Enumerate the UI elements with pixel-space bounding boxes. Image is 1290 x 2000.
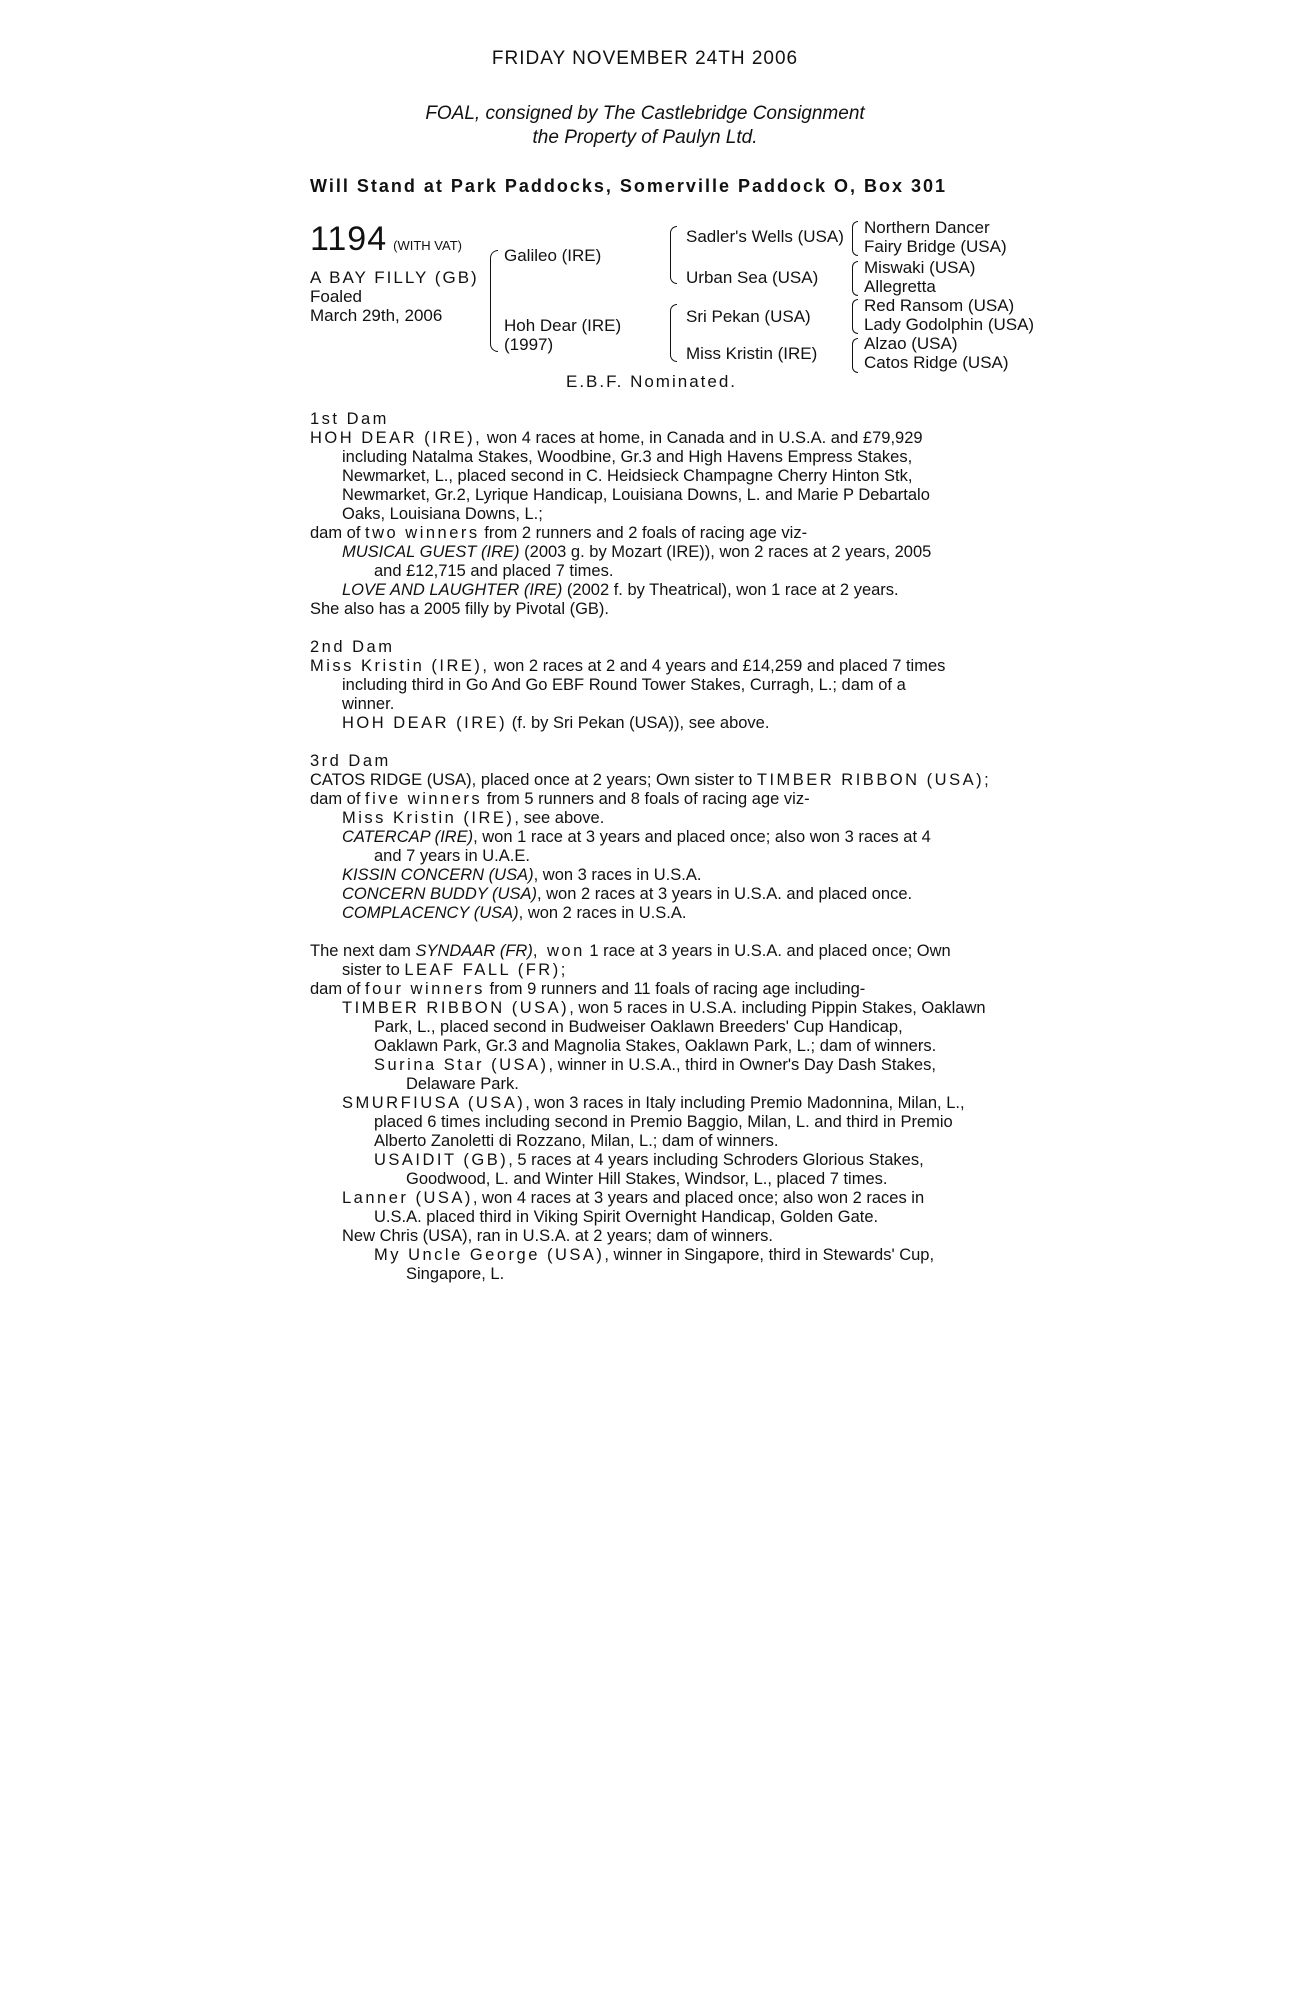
runners-foals: from 2 runners and 2 foals of racing age viz- — [479, 524, 808, 542]
produce-text: , see above. — [514, 809, 605, 827]
produce-1 — [310, 543, 1030, 562]
surina-star-line2: Delaware Park. — [406, 1075, 519, 1093]
punct: ; — [560, 961, 566, 979]
runners-foals: from 5 runners and 8 foals of racing age viz- — [482, 790, 810, 808]
produce-text: (2003 g. by Mozart (IRE)), won 2 races at 2 years, 2005 — [519, 543, 932, 561]
third-produce-4 — [310, 885, 1030, 904]
smurfiusa-line2: placed 6 times including second in Premio Baggio, Milan, L. and third in Premio — [374, 1113, 953, 1131]
pedigree-dam: Hoh Dear (IRE) — [504, 316, 622, 335]
produce-text: , won 2 races in U.S.A. — [518, 904, 687, 922]
runners-foals: from 9 runners and 11 foals of racing age including- — [484, 980, 866, 998]
pedigree-sds: Miswaki (USA) — [864, 258, 976, 277]
third-dam-text: CATOS RIDGE (USA), placed once at 2 years; Own sister to — [310, 771, 757, 789]
punct: ; — [984, 771, 989, 789]
pedigree-dam-sire: Sri Pekan (USA) — [686, 307, 811, 326]
smurfiusa-line3: Alberto Zanoletti di Rozzano, Milan, L.; dam of winners. — [374, 1132, 779, 1150]
pedigree-dds: Alzao (USA) — [864, 334, 958, 353]
produce-text: , won 2 races at 3 years in U.S.A. and placed once. — [536, 885, 913, 903]
produce-name: SMURFIUSA (USA) — [342, 1094, 526, 1112]
produce-name: My Uncle George (USA) — [374, 1246, 605, 1264]
second-dam-line1 — [310, 657, 1030, 676]
pedigree-sss: Northern Dancer — [864, 218, 990, 237]
surina-star-line1 — [310, 1056, 1030, 1075]
dam-parents-brace — [670, 304, 677, 362]
winners-count: four winners — [365, 980, 485, 998]
first-dam-line1 — [310, 429, 1030, 448]
lot-number: 1194 — [310, 220, 388, 258]
won-word: , won — [532, 942, 585, 960]
pedigree-ssd: Fairy Bridge (USA) — [864, 237, 1007, 256]
timber-ribbon-line1 — [310, 999, 1030, 1018]
my-uncle-george-line2: Singapore, L. — [406, 1265, 505, 1283]
third-produce-3 — [310, 866, 1030, 885]
produce-text: , won 1 race at 3 years and placed once; also won 3 races at 4 — [473, 828, 931, 846]
second-dam-line2: including third in Go And Go EBF Round Tower Stakes, Curragh, L.; dam of a — [342, 676, 906, 694]
lanner-line1 — [310, 1189, 1030, 1208]
next-dam-produce-summary — [310, 980, 1030, 999]
second-dam-line3: winner. — [342, 695, 395, 713]
produce-text: , winner in Singapore, third in Stewards' Cup, — [604, 1246, 935, 1264]
produce-2 — [310, 581, 1030, 600]
next-dam-line1 — [310, 942, 1030, 961]
consignor-line: FOAL, consigned by The Castlebridge Consignment — [425, 103, 865, 124]
produce-text: , 5 races at 4 years including Schroders Glorious Stakes, — [508, 1151, 924, 1169]
pedigree-sire: Galileo (IRE) — [504, 246, 602, 265]
produce-name: Miss Kristin (IRE) — [342, 809, 515, 827]
first-dam-text: won 4 races at home, in Canada and in U.S.A. and £79,929 — [482, 429, 923, 447]
new-chris-line: New Chris (USA), ran in U.S.A. at 2 years; dam of winners. — [342, 1227, 773, 1245]
usaidit-line2: Goodwood, L. and Winter Hill Stakes, Windsor, L., placed 7 times. — [406, 1170, 888, 1188]
pedigree-dss: Red Ransom (USA) — [864, 296, 1015, 315]
dam-of-label: dam of — [310, 790, 366, 808]
dam-of-label: dam of — [310, 524, 366, 542]
next-dam-label: The next dam — [310, 942, 416, 960]
produce-text: , won 5 races in U.S.A. including Pippin Stakes, Oaklawn — [569, 999, 986, 1017]
pedigree-ddd: Catos Ridge (USA) — [864, 353, 1009, 372]
stabling-location: Will Stand at Park Paddocks, Somerville Paddock O, Box 301 — [310, 176, 948, 196]
gen3-brace-3 — [852, 299, 858, 334]
sister-name: LEAF FALL (FR) — [404, 961, 561, 979]
third-dam-line1 — [310, 771, 1030, 790]
pedigree-sire-dam: Urban Sea (USA) — [686, 268, 819, 287]
lanner-line2: U.S.A. placed third in Viking Spirit Overnight Handicap, Golden Gate. — [374, 1208, 879, 1226]
next-dam-name: SYNDAAR (FR) — [415, 942, 533, 960]
pedigree-sire-sire: Sadler's Wells (USA) — [686, 227, 844, 246]
sire-parents-brace — [670, 226, 677, 284]
produce-text: , won 3 races in U.S.A. — [533, 866, 702, 884]
owner-line: the Property of Paulyn Ltd. — [532, 127, 758, 148]
first-dam-line4: Newmarket, Gr.2, Lyrique Handicap, Louisiana Downs, L. and Marie P Debartalo — [342, 486, 930, 504]
produce-name: TIMBER RIBBON (USA) — [342, 999, 570, 1017]
produce-name: MUSICAL GUEST (IRE) — [342, 543, 520, 561]
third-produce-2-cont: and 7 years in U.A.E. — [374, 847, 530, 865]
produce-name: KISSIN CONCERN (USA) — [342, 866, 534, 884]
third-dam-produce-summary — [310, 790, 1030, 809]
my-uncle-george-line1 — [310, 1246, 1030, 1265]
horse-description — [310, 268, 479, 325]
produce-name: CONCERN BUDDY (USA) — [342, 885, 537, 903]
next-dam-text: 1 race at 3 years in U.S.A. and placed once; Own — [584, 942, 951, 960]
second-dam-heading: 2nd Dam — [310, 638, 395, 656]
winners-count: two winners — [365, 524, 480, 542]
produce-text: , won 3 races in Italy including Premio Madonnina, Milan, L., — [525, 1094, 965, 1112]
produce-name: LOVE AND LAUGHTER (IRE) — [342, 581, 563, 599]
pedigree-dam-year: (1997) — [504, 335, 554, 354]
sister-label: sister to — [342, 961, 405, 979]
pedigree-body — [310, 410, 1030, 1284]
gen3-brace-4 — [852, 338, 858, 373]
consignor-block — [0, 102, 1290, 150]
own-sister-name: TIMBER RIBBON (USA) — [756, 771, 985, 789]
first-dam-heading: 1st Dam — [310, 410, 389, 428]
sale-date: FRIDAY NOVEMBER 24TH 2006 — [491, 48, 799, 69]
first-dam-line3: Newmarket, L., placed second in C. Heidsieck Champagne Cherry Hinton Stk, — [342, 467, 913, 485]
usaidit-line1 — [310, 1151, 1030, 1170]
first-dam-name: HOH DEAR (IRE), — [310, 429, 483, 447]
lot-number-block — [310, 220, 462, 259]
sire-dam-brace — [490, 250, 498, 352]
produce-name: HOH DEAR (IRE) — [342, 714, 508, 732]
pedigree-dsd: Lady Godolphin (USA) — [864, 315, 1035, 334]
third-dam-heading: 3rd Dam — [310, 752, 391, 770]
third-produce-1 — [310, 809, 1030, 828]
produce-name: COMPLACENCY (USA) — [342, 904, 519, 922]
first-dam-produce-summary — [310, 524, 1030, 543]
produce-text: , winner in U.S.A., third in Owner's Day Dash Stakes, — [548, 1056, 936, 1074]
produce-text: (2002 f. by Theatrical), won 1 race at 2 years. — [562, 581, 899, 599]
foaled-label: Foaled — [310, 287, 362, 306]
third-produce-5 — [310, 904, 1030, 923]
produce-name: CATERCAP (IRE) — [342, 828, 474, 846]
foaled-date: March 29th, 2006 — [310, 306, 443, 325]
timber-ribbon-line2: Park, L., placed second in Budweiser Oaklawn Breeders' Cup Handicap, — [374, 1018, 903, 1036]
first-dam-line2: including Natalma Stakes, Woodbine, Gr.3 and High Havens Empress Stakes, — [342, 448, 913, 466]
smurfiusa-line1 — [310, 1094, 1030, 1113]
pedigree-dam-dam: Miss Kristin (IRE) — [686, 344, 818, 363]
produce-text: (f. by Sri Pekan (USA)), see above. — [507, 714, 770, 732]
second-dam-name: Miss Kristin (IRE), — [310, 657, 490, 675]
also-note: She also has a 2005 filly by Pivotal (GB). — [310, 600, 609, 618]
produce-text: , won 4 races at 3 years and placed once; also won 2 races in — [472, 1189, 925, 1207]
next-dam-line2 — [310, 961, 1030, 980]
pedigree-sdd: Allegretta — [864, 277, 936, 296]
first-dam-line5: Oaks, Louisiana Downs, L.; — [342, 505, 543, 523]
gen3-brace-2 — [852, 261, 858, 296]
vat-note: (WITH VAT) — [393, 238, 462, 253]
produce-name: Lanner (USA) — [342, 1189, 473, 1207]
produce-name: USAIDIT (GB) — [374, 1151, 509, 1169]
winners-count: five winners — [365, 790, 483, 808]
produce-name: Surina Star (USA) — [374, 1056, 549, 1074]
horse-name: A BAY FILLY (GB) — [310, 268, 479, 287]
timber-ribbon-line3: Oaklawn Park, Gr.3 and Magnolia Stakes, Oaklawn Park, L.; dam of winners. — [374, 1037, 937, 1055]
dam-of-label: dam of — [310, 980, 366, 998]
second-dam-produce — [310, 714, 1030, 733]
ebf-nominated: E.B.F. Nominated. — [566, 372, 738, 391]
produce-1-cont: and £12,715 and placed 7 times. — [374, 562, 614, 580]
third-produce-2 — [310, 828, 1030, 847]
second-dam-text: won 2 races at 2 and 4 years and £14,259 and placed 7 times — [489, 657, 946, 675]
gen3-brace-1 — [852, 221, 858, 256]
